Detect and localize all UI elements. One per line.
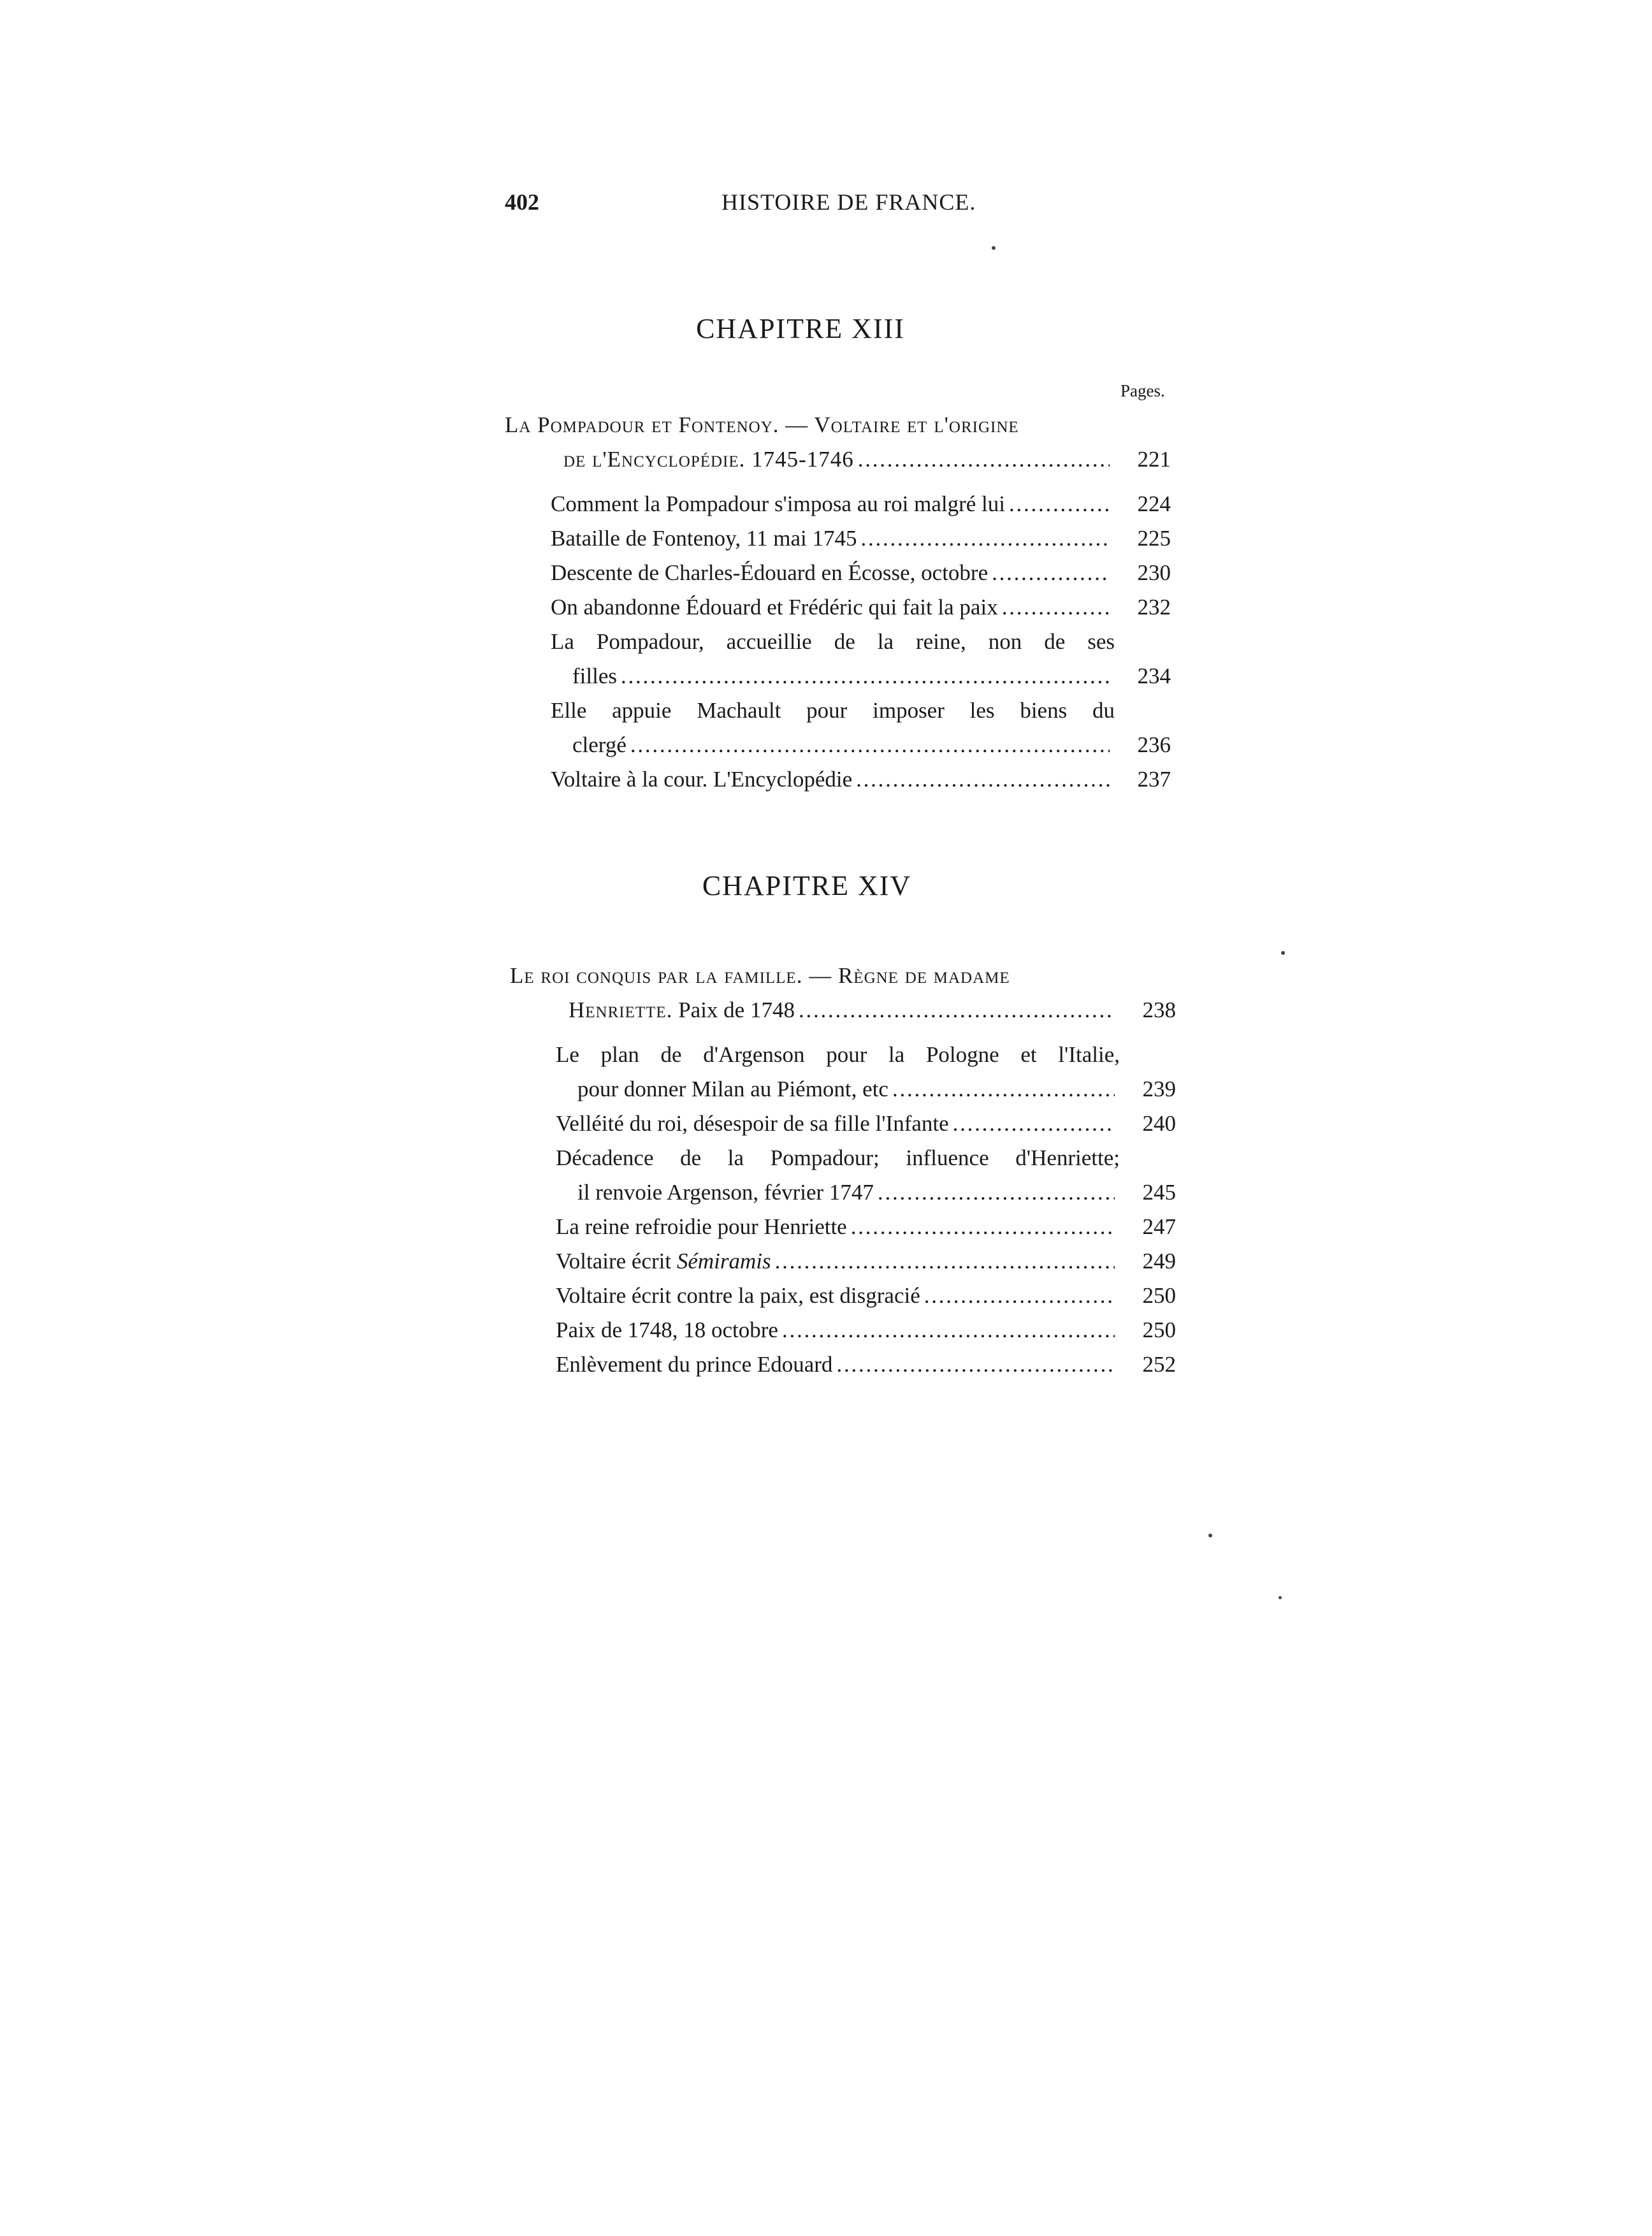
summary-entry: [510, 993, 1176, 1027]
toc-entry: [551, 521, 1171, 556]
toc-entry: [551, 762, 1171, 797]
entry-text-second: il renvoie Argenson, février 1747: [577, 1180, 874, 1205]
scan-speck: [992, 246, 996, 250]
entry-text-italic: Sémiramis: [676, 1249, 771, 1274]
summary-line: La Pompadour et Fontenoy. — Voltaire et l'origine: [505, 412, 1019, 437]
entry-text: La reine refroidie pour Henriette: [556, 1214, 847, 1239]
scan-speck: [1279, 1596, 1282, 1599]
page-ref: 238: [1142, 998, 1176, 1022]
entry-text: Velléité du roi, désespoir de sa fille l'Infante: [556, 1111, 949, 1136]
toc-entry: [556, 1107, 1176, 1141]
dot-leader: [858, 442, 1110, 477]
entry-text: On abandonne Édouard et Frédéric qui fait la paix: [551, 595, 998, 620]
page-ref: 230: [1137, 560, 1171, 585]
running-title: HISTOIRE DE FRANCE.: [721, 189, 976, 215]
toc-entry: [556, 1038, 1176, 1107]
chapter-13-toc: [505, 408, 1171, 797]
dot-leader: [856, 762, 1110, 797]
dot-leader: [1009, 487, 1110, 521]
dot-leader: [836, 1347, 1115, 1382]
entry-text-second: clergé: [572, 732, 627, 757]
page-ref: 224: [1137, 491, 1171, 516]
page-ref: 236: [1137, 732, 1171, 757]
summary-entry: [505, 442, 1171, 477]
entry-text-first: Elle appuie Machault pour imposer les biens du: [551, 698, 1115, 723]
toc-entry: [556, 1279, 1176, 1313]
page-ref: 245: [1142, 1180, 1176, 1205]
toc-items: [505, 487, 1171, 797]
toc-entry: [551, 625, 1171, 693]
scan-speck: [1281, 951, 1285, 955]
chapter-title: CHAPITRE XIII: [696, 313, 905, 344]
dot-leader: [953, 1107, 1115, 1141]
dot-leader: [861, 521, 1110, 556]
page-ref: 252: [1142, 1352, 1176, 1377]
entry-text: Voltaire à la cour. L'Encyclopédie: [551, 767, 853, 792]
toc-entry: [556, 1347, 1176, 1382]
pages-column-label: Pages.: [1120, 381, 1165, 400]
page-ref: 237: [1137, 767, 1171, 792]
entry-text: Voltaire écrit contre la paix, est disgracié: [556, 1283, 920, 1308]
page-ref: 250: [1142, 1283, 1176, 1308]
entry-text: Comment la Pompadour s'imposa au roi malgré lui: [551, 491, 1006, 516]
entry-text-second: filles: [572, 664, 617, 688]
page-ref: 250: [1142, 1318, 1176, 1342]
entry-text: Paix de 1748, 18 octobre: [556, 1318, 778, 1342]
page-ref: 240: [1142, 1111, 1176, 1136]
page-ref: 247: [1142, 1214, 1176, 1239]
page-number: 402: [505, 189, 539, 215]
entry-text-first: Décadence de la Pompadour; influence d'Henriette;: [556, 1145, 1120, 1170]
toc-entry: [556, 1313, 1176, 1347]
toc-entry: [556, 1141, 1176, 1210]
page-ref: 221: [1137, 447, 1171, 472]
toc-entry: [551, 487, 1171, 521]
dot-leader: [630, 728, 1110, 762]
toc-entry: [556, 1210, 1176, 1244]
page-ref: 249: [1142, 1249, 1176, 1274]
entry-text: Descente de Charles-Édouard en Écosse, octobre: [551, 560, 989, 585]
dot-leader: [782, 1313, 1115, 1347]
toc-entry: [551, 556, 1171, 590]
dot-leader: [851, 1210, 1115, 1244]
toc-items: [510, 1038, 1176, 1382]
dot-leader: [892, 1072, 1115, 1107]
dot-leader: [878, 1175, 1115, 1210]
dot-leader: [1002, 590, 1110, 625]
dot-leader: [775, 1244, 1115, 1279]
dot-leader: [924, 1279, 1115, 1313]
entry-text-first: Le plan de d'Argenson pour la Pologne et l'Italie,: [556, 1042, 1120, 1067]
toc-entry: [551, 693, 1171, 762]
dot-leader: [799, 993, 1115, 1027]
entry-text-pre: Voltaire écrit: [556, 1249, 677, 1274]
page-ref: 225: [1137, 526, 1171, 551]
entry-text: Bataille de Fontenoy, 11 mai 1745: [551, 526, 857, 551]
page-ref: 239: [1142, 1077, 1176, 1101]
entry-text-first: La Pompadour, accueillie de la reine, non de ses: [551, 629, 1115, 654]
entry-text-second: pour donner Milan au Piémont, etc: [577, 1077, 888, 1101]
toc-entry: [551, 590, 1171, 625]
toc-entry: [556, 1244, 1176, 1279]
entry-text: [556, 1244, 771, 1279]
page-ref: 234: [1137, 664, 1171, 688]
chapter-title: CHAPITRE XIV: [702, 870, 912, 901]
summary-text-smallcaps: Henriette.: [569, 998, 673, 1022]
chapter-summary: [505, 408, 1171, 477]
summary-text: de l'Encyclopédie. 1745-1746: [563, 447, 854, 472]
summary-text: [569, 993, 795, 1027]
page-ref: 232: [1137, 595, 1171, 620]
chapter-summary: [510, 959, 1176, 1027]
summary-line: Le roi conquis par la famille. — Règne de madame: [510, 963, 1010, 988]
chapter-14-toc: [510, 959, 1176, 1382]
running-header: [505, 189, 980, 221]
scan-speck: [1208, 1534, 1212, 1537]
dot-leader: [992, 556, 1110, 590]
dot-leader: [621, 659, 1110, 693]
summary-text-rest: Paix de 1748: [672, 998, 795, 1022]
entry-text: Enlèvement du prince Edouard: [556, 1352, 833, 1377]
